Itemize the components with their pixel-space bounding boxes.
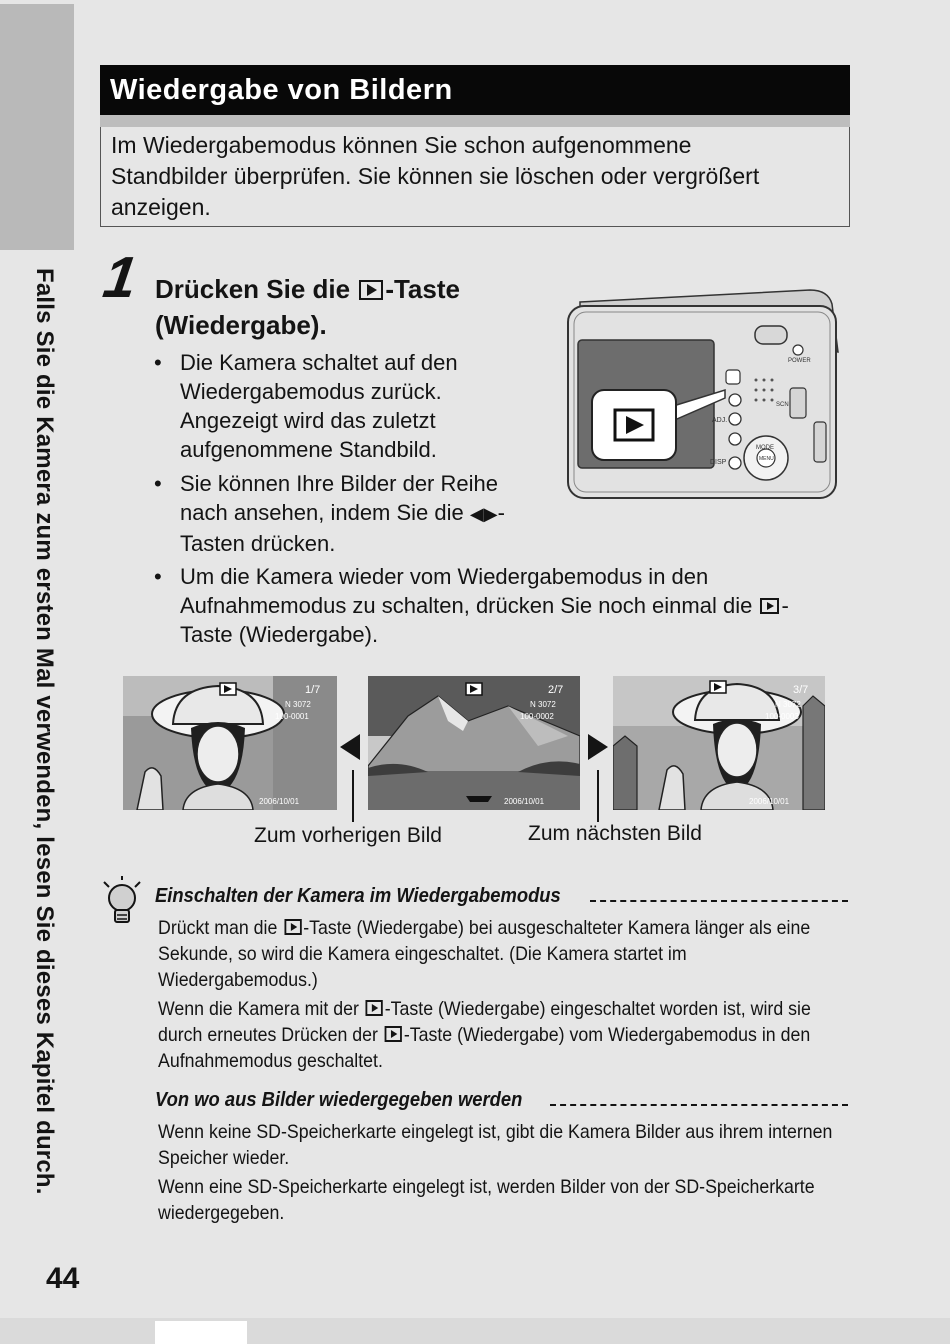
tip-line: Wenn keine SD-Speicherkarte eingelegt ist, gibt die Kamera Bilder aus ihrem internen [158, 1121, 833, 1143]
intro-line: Im Wiedergabemodus können Sie schon aufgenommene [111, 132, 692, 158]
file-number: 100-0002 [520, 712, 554, 721]
playback-screen-previous [123, 676, 337, 810]
playback-screen-next [613, 676, 825, 810]
adj-button [729, 413, 741, 425]
image-size: N 3072 [775, 700, 801, 709]
tip-text: Drückt man die [158, 917, 278, 939]
left-arrow-icon [340, 734, 360, 760]
power-label: POWER [788, 358, 811, 364]
section-title: Wiedergabe von Bildern [100, 65, 850, 115]
bullet-line [180, 591, 789, 620]
step-heading-line2: (Wiedergabe). [155, 310, 327, 340]
adj-label: ADJ. [712, 417, 728, 424]
file-number: 100-0003 [765, 712, 799, 721]
bullet-text: nach ansehen, indem Sie die [180, 500, 464, 525]
bullet-line: Die Kamera schaltet auf den [180, 350, 458, 375]
bullet-line: Tasten drücken. [180, 531, 336, 556]
chapter-side-tab [0, 4, 74, 250]
frame-counter: 2/7 [548, 684, 564, 696]
right-arrow-icon [588, 734, 608, 760]
step-number: 1 [99, 245, 141, 310]
bullet-text: - [781, 593, 789, 618]
intro-line: Standbilder überprüfen. Sie können sie löschen oder vergrößert [111, 163, 760, 189]
bullet-line: Wiedergabemodus zurück. [180, 379, 442, 404]
intro-line: anzeigen. [111, 194, 211, 220]
zoom-lever [726, 370, 740, 384]
bullet-line: Angezeigt wird das zuletzt [180, 408, 436, 433]
temple [613, 736, 637, 810]
tip-text: -Taste (Wiedergabe) bei ausgeschalteter Kamera länger als eine [303, 917, 811, 939]
disp-label: DISP [710, 459, 727, 466]
caption-previous: Zum vorherigen Bild [254, 824, 442, 847]
dashed-divider [550, 1104, 848, 1106]
chapter-side-text: Falls Sie die Kamera zum ersten Mal verwenden, lesen Sie dieses Kapitel durch. [31, 268, 58, 1195]
tip-line: Sekunde, so wird die Kamera eingeschaltet. (Die Kamera startet im [158, 943, 687, 965]
tip-line: Wiedergabemodus.) [158, 969, 318, 991]
caption-pointer-line [597, 770, 599, 822]
tip-text: -Taste (Wiedergabe) vom Wiedergabemodus in den [403, 1024, 811, 1046]
tip-line: Wenn eine SD-Speicherkarte eingelegt ist, werden Bilder von der SD-Speicherkarte [158, 1176, 815, 1198]
woman-face [197, 726, 239, 782]
tip-line [158, 996, 868, 1022]
file-number: 100-0001 [275, 712, 309, 721]
tip-text: durch erneutes Drücken der [158, 1024, 378, 1046]
left-right-arrow-icon: ◀▶ [469, 504, 498, 524]
frame-counter: 1/7 [305, 684, 321, 696]
tip-line [158, 1022, 868, 1048]
image-size: N 3072 [285, 700, 311, 709]
bullet-dot: • [154, 350, 162, 375]
bullet-text: Aufnahmemodus zu schalten, drücken Sie noch einmal die [180, 593, 753, 618]
shutter-button [755, 326, 787, 344]
bullet-line [180, 498, 505, 529]
tip-heading: Von wo aus Bilder wiedergegeben werden [155, 1089, 523, 1111]
bottom-edge [0, 1318, 950, 1344]
playback-button [729, 394, 741, 406]
dashed-divider [590, 900, 848, 902]
bullet-dot: • [154, 564, 162, 589]
caption-pointer-line [352, 770, 354, 822]
date-stamp: 2006/10/01 [259, 797, 300, 806]
bullet-dot: • [154, 471, 162, 496]
camera-illustration [560, 282, 844, 506]
power-button [793, 345, 803, 355]
bullet-text: - [497, 500, 505, 525]
image-size: N 3072 [530, 700, 556, 709]
tip-body [158, 1119, 868, 1226]
playback-icon [385, 1026, 402, 1042]
mode-switch [790, 388, 806, 418]
lightbulb-icon [100, 874, 144, 930]
disp-button [729, 457, 741, 469]
frame-counter: 3/7 [793, 684, 809, 696]
tip-line: Aufnahmemodus geschaltet. [158, 1050, 383, 1072]
playback-icon [366, 1000, 383, 1016]
scn-label: SCN [776, 402, 789, 408]
delete-button [729, 433, 741, 445]
bullet-line: Um die Kamera wieder vom Wiedergabemodus in den [180, 564, 709, 589]
intro-box [100, 127, 850, 227]
page-number: 44 [46, 1262, 80, 1295]
playback-screen-current [368, 676, 580, 810]
bullet-line: Sie können Ihre Bilder der Reihe [180, 471, 498, 496]
bullet-line: Taste (Wiedergabe). [180, 622, 379, 647]
tip-line [158, 915, 868, 941]
bullet-line: aufgenommene Standbild. [180, 437, 437, 462]
tip-heading: Einschalten der Kamera im Wiedergabemodus [155, 885, 561, 907]
step-heading [155, 271, 460, 343]
tip-line: Speicher wieder. [158, 1147, 290, 1169]
lake [368, 771, 580, 810]
step-bullet [154, 469, 505, 558]
mode-label: MODE [756, 445, 774, 451]
title-underline [100, 115, 850, 127]
step-heading-text: -Taste [385, 274, 460, 304]
playback-icon [359, 280, 383, 300]
tip-text: Wenn die Kamera mit der [158, 998, 359, 1020]
date-stamp: 2006/10/01 [749, 797, 790, 806]
caption-next: Zum nächsten Bild [528, 822, 702, 845]
tip-body [158, 915, 868, 1074]
step-heading-text: Drücken Sie die [155, 274, 351, 304]
playback-icon [760, 598, 779, 614]
bottom-edge-marker [155, 1321, 247, 1344]
tip-text: -Taste (Wiedergabe) eingeschaltet worden ist, wird sie [384, 998, 811, 1020]
menu-label: MENU [759, 456, 774, 462]
tip-line: wiedergegeben. [158, 1202, 285, 1224]
step-bullet [154, 348, 458, 464]
date-stamp: 2006/10/01 [504, 797, 545, 806]
woman-face [717, 723, 757, 777]
step-bullet [154, 562, 789, 649]
playback-icon [284, 919, 301, 935]
